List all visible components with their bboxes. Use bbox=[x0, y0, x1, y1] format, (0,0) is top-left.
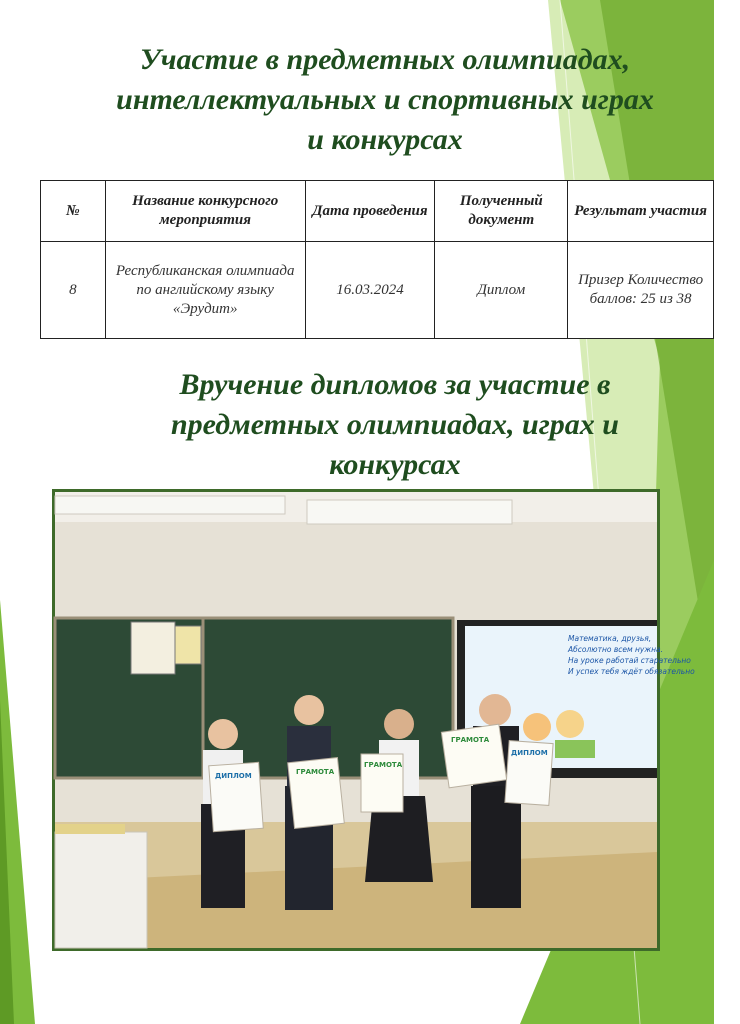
table-row bbox=[41, 242, 714, 339]
screen-line: Абсолютно всем нужна. bbox=[568, 645, 664, 654]
photo-illustration bbox=[55, 492, 695, 948]
header-number: № bbox=[41, 181, 106, 242]
cell-date: 16.03.2024 bbox=[305, 242, 435, 339]
cell-document: Диплом bbox=[435, 242, 568, 339]
classroom-photo bbox=[52, 489, 695, 951]
header-result: Результат участия bbox=[568, 181, 714, 242]
heading-line: интеллектуальных и спортивных играх bbox=[116, 83, 654, 116]
diploma-label: ГРАМОТА bbox=[451, 736, 490, 744]
diploma-label: ГРАМОТА bbox=[364, 761, 403, 769]
heading-award-ceremony bbox=[50, 365, 740, 485]
heading-line: конкурсах bbox=[329, 448, 461, 481]
cell-event-name: Республиканская олимпиада по английскому языку «Эрудит» bbox=[105, 242, 305, 339]
screen-line: Математика, друзья, bbox=[568, 634, 652, 643]
screen-line: И успех тебя ждёт обязательно bbox=[568, 667, 695, 676]
heading-participation bbox=[40, 40, 730, 160]
header-date: Дата проведения bbox=[305, 181, 435, 242]
heading-line: Вручение дипломов за участие в bbox=[179, 368, 611, 401]
diploma-label: ДИПЛОМ bbox=[511, 749, 548, 757]
heading-line: предметных олимпиадах, играх и bbox=[171, 408, 619, 441]
heading-line: Участие в предметных олимпиадах, bbox=[139, 43, 631, 76]
screen-line: На уроке работай старательно bbox=[568, 656, 691, 665]
table-header-row bbox=[41, 181, 714, 242]
header-document: Полученный документ bbox=[435, 181, 568, 242]
cell-number: 8 bbox=[41, 242, 106, 339]
cell-result: Призер Количество баллов: 25 из 38 bbox=[568, 242, 714, 339]
header-event-name: Название конкурсного мероприятия bbox=[105, 181, 305, 242]
diploma-label: ДИПЛОМ bbox=[215, 772, 252, 780]
diploma-label: ГРАМОТА bbox=[296, 768, 335, 776]
heading-line: и конкурсах bbox=[307, 123, 463, 156]
results-table bbox=[40, 180, 714, 339]
